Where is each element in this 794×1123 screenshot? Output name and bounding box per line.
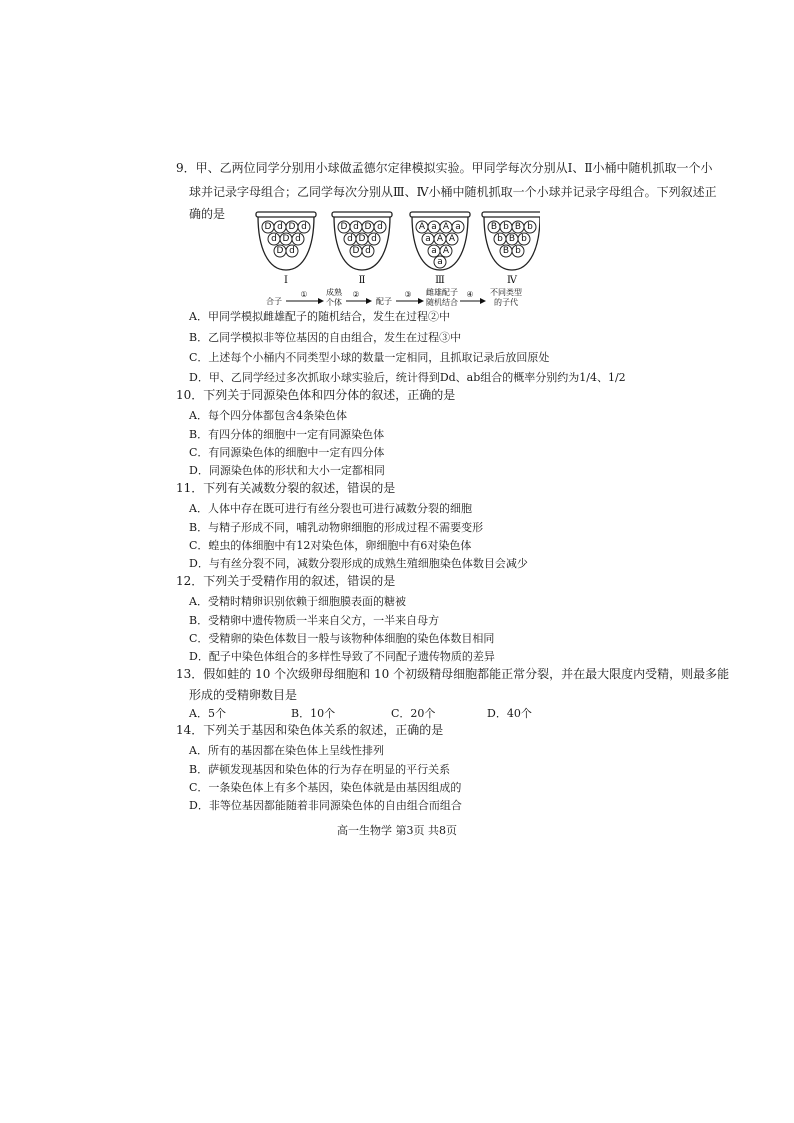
flow-step-3: ③ <box>404 290 412 299</box>
ball-label: D <box>352 246 360 256</box>
flow-node3-line1: 雌雄配子 <box>426 288 458 297</box>
ball-label: D <box>276 246 284 256</box>
ball-label: d <box>353 222 359 232</box>
flow-node4-line2: 的子代 <box>494 298 518 307</box>
q12-stem: 12．下列关于受精作用的叙述，错误的是 <box>176 574 396 588</box>
q12-option-b: B．受精卵中遗传物质一半来自父方，一半来自母方 <box>189 614 440 627</box>
q11-stem: 11．下列有关减数分裂的叙述，错误的是 <box>176 481 396 495</box>
ball-label: D <box>288 222 296 232</box>
q13-option-c: C．20个 <box>391 707 436 720</box>
q14-option-c: C．一条染色体上有多个基因，染色体就是由基因组成的 <box>189 781 462 794</box>
ball-label: B <box>502 246 510 256</box>
q12-option-a: A．受精时精卵识别依赖于细胞膜表面的糖被 <box>189 595 406 608</box>
flow-node3-line2: 随机结合 <box>426 298 458 307</box>
bucket-label: Ⅱ <box>358 275 366 286</box>
flow-step-2: ② <box>352 290 360 299</box>
flow-step-4: ④ <box>466 290 474 299</box>
q9-stem-line3: 确的是 <box>189 207 226 221</box>
bucket-2 <box>332 212 392 286</box>
ball-label: d <box>295 234 301 244</box>
flow-node2: 配子 <box>376 297 392 306</box>
ball-label: A <box>442 222 450 232</box>
q9-option-a: A．甲同学模拟雌雄配子的随机结合，发生在过程②中 <box>189 310 450 323</box>
ball-label: a <box>425 234 431 244</box>
ball-label: A <box>436 234 444 244</box>
ball-label: d <box>365 246 371 256</box>
q10-option-b: B．有四分体的细胞中一定有同源染色体 <box>189 428 385 441</box>
q12-option-d: D．配子中染色体组合的多样性导致了不同配子遗传物质的差异 <box>189 650 495 663</box>
q9-option-d: D．甲、乙同学经过多次抓取小球实验后，统计得到Dd、ab组合的概率分别约为1/4、1/2 <box>189 371 626 384</box>
flow-step-1: ① <box>300 290 308 299</box>
bucket-4 <box>482 212 540 286</box>
page-footer: 高一生物学 第3页 共8页 <box>337 824 457 837</box>
ball-label: B <box>490 222 498 232</box>
ball-label: A <box>442 246 450 256</box>
ball-label: b <box>497 234 503 244</box>
flow-node1-line2: 个体 <box>326 298 342 307</box>
ball-label: b <box>521 234 527 244</box>
ball-label: A <box>418 222 426 232</box>
q14-option-b: B．萨顿发现基因和染色体的行为存在明显的平行关系 <box>189 763 451 776</box>
q10-option-c: C．有同源染色体的细胞中一定有四分体 <box>189 446 385 459</box>
ball-label: d <box>347 234 353 244</box>
q9-stem-line2: 球并记录字母组合；乙同学每次分别从Ⅲ、Ⅳ小桶中随机抓取一个小球并记录字母组合。下列叙述正 <box>189 185 717 199</box>
ball-label: d <box>277 222 283 232</box>
q14-stem: 14．下列关于基因和染色体关系的叙述，正确的是 <box>176 723 444 737</box>
ball-label: a <box>431 222 437 232</box>
q13-option-d: D．40个 <box>487 707 532 720</box>
bucket-label: Ⅰ <box>284 275 288 286</box>
q11-option-a: A．人体中存在既可进行有丝分裂也可进行减数分裂的细胞 <box>189 502 472 515</box>
ball-label: D <box>358 234 366 244</box>
q14-option-d: D．非等位基因都能随着非同源染色体的自由组合而组合 <box>189 799 462 812</box>
ball-label: D <box>282 234 290 244</box>
ball-label: B <box>514 222 522 232</box>
bucket-label: Ⅳ <box>507 275 517 286</box>
ball-label: D <box>364 222 372 232</box>
ball-label: D <box>264 222 272 232</box>
q11-option-b: B．与精子形成不同，哺乳动物卵细胞的形成过程不需要变形 <box>189 521 484 534</box>
flow-start: 合子 <box>266 297 282 306</box>
ball-label: d <box>289 246 295 256</box>
q9-option-b: B．乙同学模拟非等位基因的自由组合，发生在过程③中 <box>189 331 462 344</box>
ball-label: d <box>271 234 277 244</box>
q14-option-a: A．所有的基因都在染色体上呈线性排列 <box>189 744 384 757</box>
ball-label: a <box>455 222 461 232</box>
ball-label: b <box>527 222 533 232</box>
q13-stem-line1: 13．假如蛙的 10 个次级卵母细胞和 10 个初级精母细胞都能正常分裂，并在最大限度内受精，则最多能 <box>176 667 730 681</box>
q10-option-a: A．每个四分体都包含4条染色体 <box>189 409 347 422</box>
q9-option-c: C．上述每个小桶内不同类型小球的数量一定相同，且抓取记录后放回原处 <box>189 351 550 364</box>
bucket-1 <box>256 212 316 286</box>
bucket-label: Ⅲ <box>435 275 445 286</box>
ball-label: a <box>431 246 437 256</box>
ball-label: a <box>437 257 443 267</box>
ball-label: d <box>301 222 307 232</box>
ball-label: b <box>515 246 521 256</box>
q10-stem: 10．下列关于同源染色体和四分体的叙述，正确的是 <box>176 388 456 402</box>
q10-option-d: D．同源染色体的形状和大小一定都相同 <box>189 464 385 477</box>
bucket-3 <box>410 212 470 286</box>
q12-option-c: C．受精卵的染色体数目一般与该物种体细胞的染色体数目相同 <box>189 632 495 645</box>
ball-label: d <box>377 222 383 232</box>
ball-label: b <box>503 222 509 232</box>
q13-option-b: B．10个 <box>291 707 336 720</box>
ball-label: B <box>508 234 516 244</box>
q11-option-c: C．蝗虫的体细胞中有12对染色体，卵细胞中有6对染色体 <box>189 539 472 552</box>
q11-option-d: D．与有丝分裂不同，减数分裂形成的成熟生殖细胞染色体数目会减少 <box>189 557 528 570</box>
ball-label: A <box>448 234 456 244</box>
q13-stem-line2: 形成的受精卵数目是 <box>189 688 298 702</box>
flow-node4-line1: 不同类型 <box>490 288 522 297</box>
ball-label: D <box>340 222 348 232</box>
flow-node1-line1: 成熟 <box>326 288 342 297</box>
q13-option-a: A．5个 <box>189 707 226 720</box>
ball-label: d <box>371 234 377 244</box>
q9-stem-line1: 9．甲、乙两位同学分别用小球做孟德尔定律模拟实验。甲同学每次分别从Ⅰ、Ⅱ小桶中随机抓取一个小 <box>176 161 713 175</box>
